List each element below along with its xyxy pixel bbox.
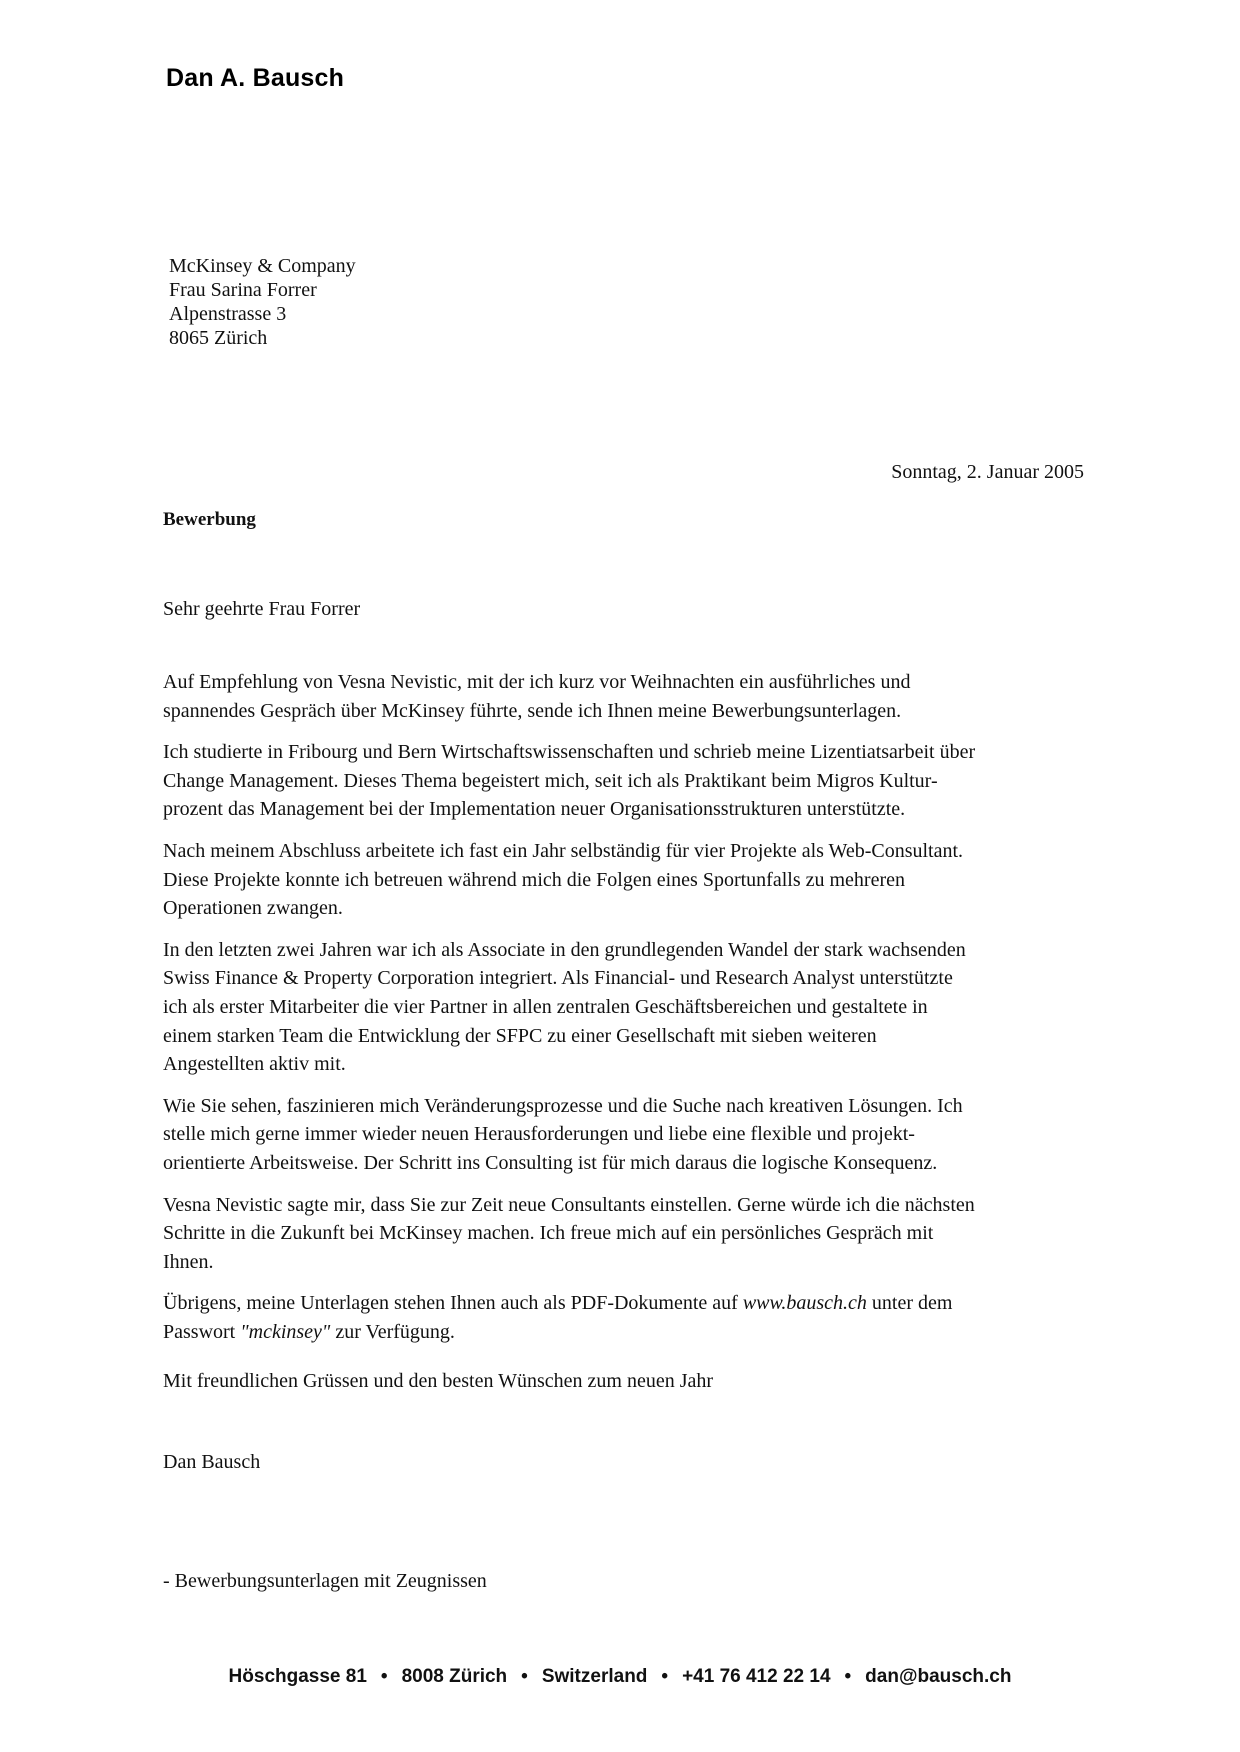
pdf-text-middle: unter dem Passwort <box>163 1292 953 1343</box>
footer-country: Switzerland <box>541 1666 648 1687</box>
footer-street: Höschgasse 81 <box>228 1666 367 1687</box>
footer-separator: • <box>661 1666 669 1687</box>
footer-email[interactable]: dan@bausch.ch <box>865 1666 1012 1687</box>
pdf-text-end: zur Verfügung. <box>330 1320 455 1343</box>
footer-city: 8008 Zürich <box>401 1666 508 1687</box>
recipient-company: McKinsey & Company <box>169 255 356 277</box>
recipient-city: 8065 Zürich <box>169 327 268 349</box>
body-paragraph: Nach meinem Abschluss arbeitete ich fast ein Jahr selbständig für vier Projekte als Web-Consultant. Diese Projekte konnte ich betreuen während mich die Folgen eines Sportunfalls zu mehreren Operationen zwangen. <box>163 839 964 920</box>
salutation: Sehr geehrte Frau Forrer <box>163 598 361 620</box>
sender-name: Dan A. Bausch <box>166 64 345 92</box>
signature-name: Dan Bausch <box>163 1451 261 1473</box>
letter-body <box>163 668 1083 1359</box>
recipient-address <box>169 254 356 350</box>
body-paragraph-pdf <box>163 1289 1083 1346</box>
body-paragraph: Auf Empfehlung von Vesna Nevistic, mit der ich kurz vor Weihnachten ein ausführliches und spannendes Gespräch über McKinsey führte, sende ich Ihnen meine Bewerbungsunterlagen. <box>163 671 911 722</box>
recipient-street: Alpenstrasse 3 <box>169 303 287 325</box>
pdf-text-start: Übrigens, meine Unterlagen stehen Ihnen auch als PDF-Dokumente auf <box>163 1292 743 1315</box>
body-paragraph: Wie Sie sehen, faszinieren mich Veränderungsprozesse und die Suche nach kreativen Lösungen. Ich stelle mich gerne immer wieder neuen Herausforderungen und liebe eine flexible und projekt- orientierte Arbeitsweise. Der Schritt ins Consulting ist für mich daraus die logische Konsequenz. <box>163 1094 963 1174</box>
password-text: "mckinsey" <box>240 1320 331 1343</box>
enclosure-note: - Bewerbungsunterlagen mit Zeugnissen <box>163 1570 487 1592</box>
website-link[interactable]: www.bausch.ch <box>742 1292 867 1315</box>
body-paragraph: Vesna Nevistic sagte mir, dass Sie zur Zeit neue Consultants einstellen. Gerne würde ich die nächsten Schritte in die Zukunft bei McKinsey machen. Ich freue mich auf ein persönliches Gespräch mit Ihnen. <box>163 1193 975 1273</box>
footer-phone: +41 76 412 22 14 <box>682 1666 831 1687</box>
recipient-person: Frau Sarina Forrer <box>169 279 317 301</box>
footer-separator: • <box>844 1666 852 1687</box>
footer-separator: • <box>521 1666 528 1687</box>
closing: Mit freundlichen Grüssen und den besten Wünschen zum neuen Jahr <box>163 1370 714 1392</box>
footer-contact <box>0 1666 1240 1688</box>
body-paragraph: In den letzten zwei Jahren war ich als Associate in den grundlegenden Wandel der stark wachsenden Swiss Finance & Property Corporation integriert. Als Financial- und Research Analyst unterstützte ich als erster Mitarbeiter die vier Partner in allen zentralen Geschäftsbereichen und gestaltete in einem starken Team die Entwicklung der SFPC zu einer Gesellschaft mit sieben weiteren Angestellten aktiv mit. <box>163 938 966 1076</box>
letter-subject: Bewerbung <box>163 509 256 530</box>
footer-separator: • <box>380 1666 388 1687</box>
body-paragraph: Ich studierte in Fribourg und Bern Wirtschaftswissenschaften und schrieb meine Lizentiatsarbeit über Change Management. Dieses Thema begeistert mich, seit ich als Praktikant beim Migros Kultur- prozent das Management bei der Implementation neuer Organisationsstrukturen unterstützte. <box>163 741 976 821</box>
letter-date: Sonntag, 2. Januar 2005 <box>891 461 1084 483</box>
